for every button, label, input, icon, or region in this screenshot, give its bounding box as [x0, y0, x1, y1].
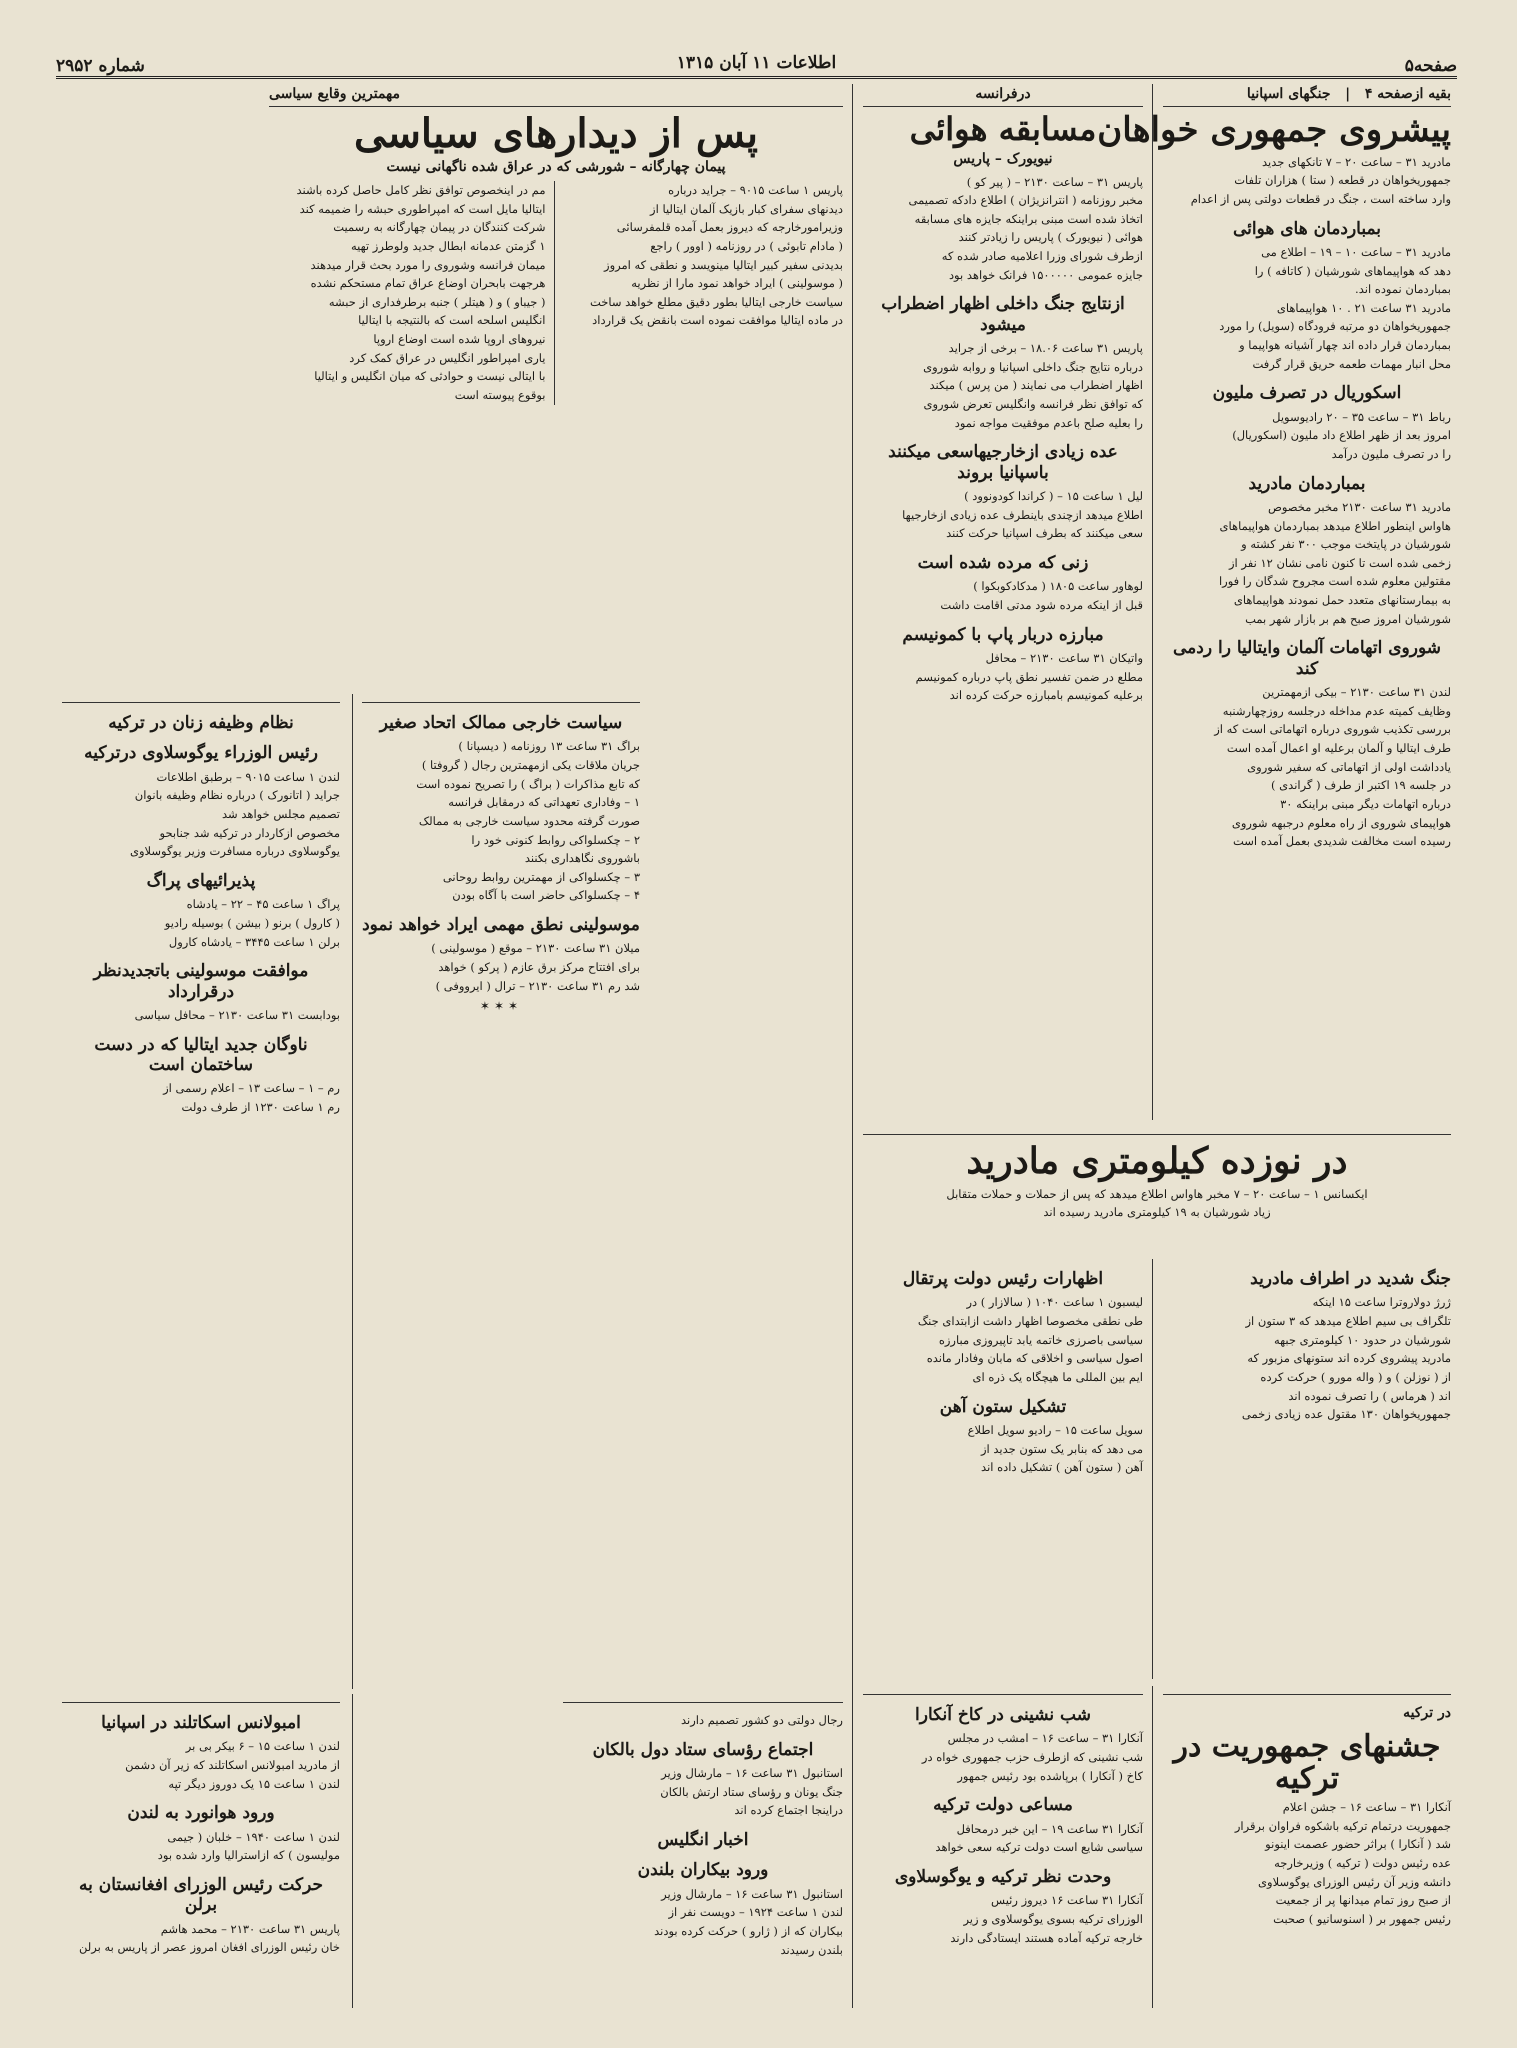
- text-line: محل انبار مهمات طعمه حریق قرار گرفت: [1252, 356, 1451, 371]
- text-line: آنکارا ۳۱ ساعت ۱۹ – این خبر درمحافل: [956, 1821, 1143, 1836]
- subhead-ny-paris: نیویورک – پاریس: [953, 150, 1053, 167]
- text-line: برلن ۱ ساعت ۳۴۴۵ – یادشاه کارول: [168, 934, 340, 949]
- text-line: در ماده ایتالیا موافقت نموده است بانقض یک قرارداد: [592, 313, 843, 328]
- text-line: مخصوص ازکاردار در ترکیه شد جنابحو: [159, 825, 340, 840]
- text-line: وزیرامورخارجه که دیروز بعمل آمده قلمفرسائی: [616, 220, 843, 235]
- text-line: بوقوع پیوسته است: [454, 387, 546, 402]
- text-line: ( مادام تابوئی ) در روزنامه ( اوور ) راجع: [650, 238, 843, 253]
- text-line: شرکت کنندگان در پیمان چهارگانه به رسمیت: [333, 220, 546, 235]
- text-line: اند ( هرماس ) را تصرف نموده اند: [1288, 1388, 1451, 1403]
- subhead-soviet: شوروی اتهامات آلمان وایتالیا را ردمی کند: [1173, 638, 1441, 679]
- text-line: قبل از اینکه مرده شود مدتی اقامت داشت: [940, 597, 1143, 612]
- text-line: برعلیه کمونیسم بامبارزه حرکت کرده اند: [949, 688, 1143, 703]
- text-line: آنکارا ۳۱ – ساعت ۱۶ – جشن اعلام: [1282, 1800, 1451, 1814]
- subhead-unity: وحدت نظر ترکیه و یوگوسلاوی: [894, 1866, 1112, 1887]
- page-label: صفحه۵: [1404, 56, 1457, 76]
- article-body-political-b: [269, 181, 555, 405]
- text-line: بمباردمان قرار داده اند چهار آشیانه هواپیما و: [1239, 338, 1451, 353]
- lede-madrid: [863, 1185, 1451, 1222]
- subhead-foreigners: عده زیادی ازخارجیهاسعی میکنند باسپانیا بروند: [888, 442, 1118, 483]
- text-line: لندن ۱ ساعت ۱۹۲۴ – دویست نفر از: [668, 1905, 843, 1920]
- text-line: طرف ایتالیا و آلمان برعلیه او اعمال آمده است: [1226, 741, 1451, 756]
- column-rule: [1152, 1686, 1153, 2008]
- text-line: خان رئیس الوزرای افغان امروز عصر از پاریس به برلن: [78, 1940, 340, 1955]
- text-line: استانبول ۳۱ ساعت ۱۶ – مارشال وزیر: [661, 1886, 843, 1901]
- text-line: یاری امپراطور انگلیس در عراق کمک کرد: [349, 350, 546, 365]
- section-rule: [62, 1702, 340, 1703]
- text-line: ایم بین المللی ما هیچگاه یک ذره ای: [972, 1369, 1143, 1384]
- text-line: دانشه وزیر آن رئیس الوزرای یوگوسلاوی: [1258, 1874, 1451, 1889]
- article-body-unemployed: [563, 1885, 843, 1960]
- subhead-women-service: نظام وظیفه زنان در ترکیه: [108, 713, 294, 733]
- text-line: ایکسانس ۱ – ساعت ۲۰ – ۷ مخبر هاواس اطلاع میدهد که پس از حملات و حملات متقابل: [946, 1186, 1368, 1201]
- article-body-soviet: [1163, 683, 1451, 851]
- column-portugal: [857, 1259, 1149, 1679]
- text-line: از ( نوزلن ) و ( واله مورو ) حرکت کرده: [1260, 1369, 1451, 1384]
- article-body-political-a: [567, 181, 844, 405]
- text-line: جمهوریت درتمام ترکیه باشکوه فراوان برقرار: [1234, 1818, 1451, 1833]
- ornament-divider: ✶✶✶: [479, 999, 523, 1014]
- text-line: از صبح روز تمام میدانها پر از جمعیت: [1275, 1893, 1451, 1908]
- headline-air-race: مسابقه هوائی: [909, 110, 1097, 148]
- text-line: می دهد که بنابر یک ستون جدید از: [980, 1441, 1143, 1456]
- date-line: اطلاعات ۱۱ آبان ۱۳۱۵: [676, 53, 837, 73]
- subhead-unemployed: ورود بیکاران بلندن: [637, 1860, 769, 1881]
- article-body-balkan-lead: [563, 1711, 843, 1730]
- article-body-bomb-madrid: [1163, 498, 1451, 628]
- text-line: مادرید ۳۱ – ساعت ۲۰ – ۷ تانکهای جدید: [1262, 154, 1451, 169]
- article-body-yugo: [62, 768, 340, 861]
- text-line: ۳ – چکسلواکی از مهمترین روابط روحانی: [442, 869, 640, 884]
- text-line: در جلسه ۱۹ اکتبر از طرف ( گراندی ): [1271, 778, 1451, 793]
- text-line: ازطرف شورای وزرا اعلامیه صادر شده که: [941, 249, 1143, 264]
- article-body-iron: [863, 1421, 1143, 1477]
- text-line: لندن ۱ ساعت ۱۵ – ۶ بیکر بی بر: [185, 1739, 340, 1754]
- column-rule: [352, 694, 353, 1689]
- section-rule: [563, 1702, 843, 1703]
- section-rule: [362, 702, 640, 703]
- text-line: اظهار اضطراب می نمایند ( من پرس ) میکند: [929, 378, 1143, 393]
- text-line: باشوروی نگاهداری بکنند: [524, 851, 640, 866]
- kicker-text-2: جنگهای اسپانیا: [1246, 86, 1331, 102]
- subhead-bombing: بمباردمان های هوائی: [1232, 218, 1382, 239]
- article-body-portugal: [863, 1293, 1143, 1386]
- kicker-political: مهمترین وقایع سیاسی: [269, 84, 843, 107]
- text-line: شورشیان در پایتخت موجب ۳۰۰ نفر کشته و: [1241, 537, 1451, 552]
- kicker-text: بقیه ازصفحه ۴: [1364, 86, 1451, 102]
- issue-number: شماره ۲۹۵۲: [56, 56, 145, 76]
- text-line: آنکارا ۳۱ ساعت ۱۶ دیروز رئیس: [991, 1893, 1143, 1908]
- text-line: درباره اتهامات دیگر مبنی براینکه ۳۰: [1280, 796, 1451, 811]
- text-line: شد رم ۳۱ ساعت ۲۱۳۰ – ترال ( ایرووفی ): [435, 978, 640, 993]
- text-line: نیروهای اروپا شده است اوضاع اروپا: [373, 332, 546, 346]
- text-line: رم ۱ ساعت ۱۲۳۰ از طرف دولت: [181, 1099, 340, 1114]
- article-body-italian-navy: [62, 1079, 340, 1116]
- text-line: یوگوسلاوی درباره مسافرت وزیر یوگوسلاوی: [129, 844, 340, 859]
- text-line: پاریس ۱ ساعت ۹۰۱۵ – جراید درباره: [668, 183, 843, 197]
- text-line: الوزرای ترکیه بسوی یوگوسلاوی و زیر: [963, 1911, 1143, 1926]
- subhead-bomb-madrid: بمباردمان مادرید: [1248, 473, 1366, 494]
- text-line: مادرید پیشروی کرده اند ستونهای مزبور که: [1247, 1351, 1451, 1366]
- article-body-aviator: [62, 1828, 340, 1865]
- article-body-mussolini-speech: [362, 939, 640, 995]
- subhead-civil-war: ازنتایج جنگ داخلی اظهار اضطراب میشود: [881, 294, 1125, 335]
- column-rule: [1152, 1259, 1153, 1679]
- text-line: زیاد شورشیان به ۱۹ کیلومتری مادرید رسیده اند: [1043, 1205, 1271, 1220]
- text-line: ( موسولینی ) ایراد خواهد نمود مارا از نظریه: [631, 276, 843, 291]
- section-rule: [863, 1694, 1143, 1695]
- text-line: را بعلیه صلح باعدم موفقیت مواجه نمود: [954, 415, 1143, 430]
- article-body-escorial: [1163, 408, 1451, 464]
- text-line: دراینجا اجتماع کرده اند: [734, 1803, 843, 1818]
- column-political: [263, 84, 849, 684]
- text-line: رئیس جمهور بر ( اسنوسانیو ) صحبت: [1273, 1911, 1451, 1926]
- subhead-mussolini-treaty: موافقت موسولینی باتجدیدنظر درقرارداد: [93, 961, 309, 1002]
- text-line: عده رئیس دولت ( ترکیه ) وزیرخارجه: [1274, 1855, 1451, 1870]
- text-line: هواپیمای شوروی از راه معلوم درجبهه شوروی: [1231, 815, 1451, 830]
- subhead-iron: تشکیل ستون آهن: [939, 1396, 1067, 1417]
- text-line: که تابع مذاکرات ( براگ ) را تصریح نموده است: [416, 776, 640, 791]
- text-line: ایتالیا مایل است که امپراطوری حبشه را ضمیمه کند: [299, 201, 546, 216]
- column-france: [857, 84, 1149, 1120]
- subhead-england-news: اخبار انگلیس: [657, 1829, 749, 1850]
- text-line: تلگراف بی سیم اطلاع میدهد که ۳ ستون از: [1245, 1314, 1451, 1329]
- text-line: ( جیباو ) و ( هیتلر ) جنبه برطرفداری از حبشه: [328, 294, 546, 309]
- text-line: اصول سیاسی و اخلاقی که مابان وفادار مانده: [926, 1351, 1143, 1366]
- text-line: بیکاران که از ( ژارو ) حرکت کرده بودند: [654, 1923, 843, 1938]
- article-body-foreign-policy: [362, 737, 640, 905]
- subhead-escorial: اسکوریال در تصرف ملیون: [1212, 383, 1402, 404]
- text-line: بررسی تکذیب شوروی درباره اتهاماتی است که از: [1214, 722, 1451, 737]
- text-line: لندن ۱ ساعت ۱۵ یک دوروز دیگر تپه: [168, 1776, 340, 1791]
- text-line: مادرید ۳۱ – ساعت ۱۰ – ۱۹ – اطلاع می: [1261, 244, 1451, 259]
- article-body-vatican: [863, 649, 1143, 705]
- text-line: از مادرید امبولانس اسکاتلند که زیر آن دشمن: [125, 1758, 340, 1773]
- subhead-italian-navy: ناوگان جدید ایتالیا که در دست ساختمان است: [94, 1034, 308, 1075]
- text-line: براگ ۳۱ ساعت ۱۳ روزنامه ( دیسپانا ): [458, 739, 640, 754]
- column-misc-news: [56, 1694, 346, 2008]
- subhead-ankara-party: شب نشینی در کاخ آنکارا: [915, 1705, 1091, 1725]
- headline-political-visits: پس از دیدارهای سیاسی: [354, 110, 758, 157]
- subhead-four-power: پیمان چهارگانه – شورشی که در عراق شده ناگهانی نیست: [386, 159, 726, 175]
- text-line: رباط ۳۱ – ساعت ۳۵ – ۲۰ رادیوسویل: [1272, 409, 1451, 424]
- text-line: که توافق نظر فرانسه وانگلیس تعرض شوروی: [923, 397, 1143, 411]
- political-body-columns: [269, 181, 843, 405]
- text-line: مم در اینخصوص توافق نظر کامل حاصل کرده باشند: [296, 183, 546, 197]
- subhead-fight: جنگ شدید در اطراف مادرید: [1250, 1269, 1451, 1289]
- text-line: جایزه عمومی ۱۵۰۰۰۰۰ فرانک خواهد بود: [948, 267, 1143, 282]
- text-line: انگلیس اسلحه است که بالنتیجه با ایتالیا: [358, 313, 546, 328]
- text-line: لیسبون ۱ ساعت ۱۰۴۰ ( سالازار ) در: [966, 1295, 1143, 1310]
- article-body-prague: [62, 895, 340, 951]
- subhead-woman: زنی که مرده شده است: [917, 552, 1089, 573]
- text-line: سیاست خارجی ایتالیا بطور دقیق مطلع خواهد ساخت: [589, 294, 843, 309]
- text-line: شورشیان در حدود ۱۰ کیلومتری جبهه: [1273, 1332, 1451, 1347]
- column-rule: [352, 1694, 353, 2008]
- text-line: بلندن رسیدند: [780, 1942, 843, 1957]
- text-line: مولیسون ) که ازاسترالیا وارد شده بود: [157, 1848, 340, 1863]
- text-line: واتیکان ۳۱ ساعت ۲۱۳۰ – محافل: [985, 650, 1143, 665]
- text-line: پاریس ۳۱ ساعت ۲۱۳۰ – محمد هاشم: [160, 1921, 340, 1936]
- text-line: سعی میکنند که بطرف اسپانیا حرکت کنند: [946, 526, 1143, 541]
- article-body-balkan: [563, 1764, 843, 1820]
- text-line: هرجهت بابحران اوضاع عراق تمام مستحکم نشده: [310, 276, 546, 291]
- text-line: جریان ملاقات یکی ازمهمترین رجال ( گروفتا ): [421, 758, 640, 773]
- text-line: برای افتتاح مرکز برق عازم ( پرکو ) خواهد: [438, 960, 640, 975]
- text-line: را در تصرف ملیون درآمد: [1331, 446, 1451, 461]
- article-body-foreigners: [863, 487, 1143, 543]
- text-line: اتخاذ شده است مبنی براینکه جایزه های مسابقه: [914, 211, 1143, 226]
- subhead-ambulance: امبولانس اسکاتلند در اسپانیا: [101, 1713, 301, 1733]
- section-rule: [1163, 1694, 1451, 1695]
- text-line: رجال دولتی دو کشور تصمیم دارند: [681, 1713, 843, 1727]
- text-line: آهن ( ستون آهن ) تشکیل داده اند: [981, 1460, 1143, 1475]
- column-rule: [1152, 84, 1153, 1120]
- section-rule: [62, 702, 340, 703]
- article-body-fight: [1163, 1293, 1451, 1423]
- column-fight-madrid: [1157, 1259, 1457, 1679]
- article-body-unity: [863, 1891, 1143, 1947]
- subhead-afghan-pm: حرکت رئیس الوزرای افغانستان به برلن: [79, 1874, 323, 1916]
- text-line: استانبول ۳۱ ساعت ۱۶ – مارشال وزیر: [661, 1766, 843, 1781]
- text-line: مطلع در ضمن تفسیر نطق پاپ درباره کمونیسم: [915, 669, 1143, 684]
- text-line: سویل ساعت ۱۵ – رادیو سویل اطلاع: [967, 1422, 1143, 1437]
- text-line: صورت گرفته محدود سیاست خارجی به ممالک: [418, 813, 640, 828]
- text-line: مادرید ۳۱ ساعت ۲۱ . ۱۰ هواپیماهای: [1276, 300, 1451, 315]
- headline-madrid-19km: در نوزده کیلومتری مادرید: [966, 1140, 1348, 1182]
- text-line: لندن ۱ ساعت ۹۰۱۵ – برطبق اطلاعات: [156, 769, 340, 784]
- text-line: بدیدنی سفیر کبیر ایتالیا مینویسد و نطقی که امروز: [604, 257, 843, 272]
- text-line: وارد ساخته است ، جنگ در قطعات دولتی پس از اعدام: [1190, 191, 1451, 206]
- subhead-turkey-efforts: مساعی دولت ترکیه: [933, 1795, 1073, 1816]
- text-line: هوائی ( نیویورک ) پاریس را زیادتر کنند: [958, 230, 1143, 245]
- article-body-bombing: [1163, 243, 1451, 373]
- text-line: جمهوریخواهان در قطعه ( ستا ) هزاران تلفات: [1234, 173, 1451, 188]
- kicker-france: درفرانسه: [863, 84, 1143, 107]
- text-line: ۱ – وفاداری تعهداتی که درمقابل فرانسه: [448, 795, 640, 810]
- text-line: وظایف کمیته عدم مداخله درجلسه روزچهارشنبه: [1222, 703, 1451, 718]
- text-line: درباره نتایج جنگ داخلی اسپانیا و روابه شوروی: [923, 359, 1143, 374]
- kicker-turkey: در ترکیه: [1403, 1705, 1451, 1721]
- text-line: شب نشینی که ازطرف حزب جمهوری خواه در: [921, 1750, 1143, 1765]
- column-turkey-news: [56, 694, 346, 1689]
- text-line: با ایتالی نیست و حوادثی که میان انگلیس و ایتالیا: [314, 369, 546, 384]
- subhead-vatican: مبارزه دربار پاپ با کمونیسم: [902, 624, 1104, 645]
- text-line: امروز بعد از ظهر اطلاع داد ملیون (اسکوریال): [1232, 428, 1451, 443]
- text-line: سیاسی شایع است دولت ترکیه سعی خواهد: [935, 1840, 1143, 1855]
- text-line: جنگ یونان و رؤسای ستاد ارتش بالکان: [660, 1784, 843, 1799]
- text-line: دهد که هواپیماهای شورشیان ( کاتافه ) را: [1254, 263, 1451, 278]
- article-body-ankara: [863, 1729, 1143, 1785]
- article-body-air-race: [863, 173, 1143, 285]
- text-line: پاریس ۳۱ – ساعت ۲۱۳۰ – ( پیر کو ): [966, 174, 1143, 189]
- text-line: طی نطقی مخصوصا اظهار داشت ازابتدای جنگ: [917, 1314, 1143, 1329]
- text-line: میمان فرانسه وشوروی را مورد بحث قرار میدهند: [310, 257, 546, 272]
- headline-republicans: پیشروی جمهوری خواهان: [1097, 110, 1451, 150]
- text-line: میلان ۳۱ ساعت ۲۱۳۰ – موقع ( موسولینی ): [431, 941, 640, 956]
- article-body-turkey: [1163, 1798, 1451, 1928]
- text-line: لوهاور ساعت ۱۸۰۵ ( مدکادکوبکوا ): [973, 579, 1143, 594]
- text-line: ۲ – چکسلواکی روابط کنونی خود را: [471, 832, 640, 847]
- text-line: لندن ۳۱ ساعت ۲۱۳۰ – بیکی ازمهمترین: [1262, 685, 1451, 700]
- text-line: پراگ ۱ ساعت ۴۵ – ۲۲ – یادشاه: [186, 897, 340, 912]
- headline-turkey-republic: جشنهای جمهوریت در ترکیه: [1173, 1729, 1441, 1796]
- subhead-aviator: ورود هوانورد به لندن: [127, 1803, 275, 1824]
- article-body-ambulance: [62, 1737, 340, 1793]
- text-line: شد ( آنکارا ) براثر حضور عصمت اینونو: [1265, 1837, 1451, 1852]
- subhead-balkan-chiefs: اجتماع رؤسای ستاد دول بالکان: [592, 1739, 814, 1760]
- masthead: [56, 52, 1457, 79]
- text-line: یادداشت اولی از اتهاماتی که سفیر شوروی: [1247, 759, 1451, 774]
- text-line: رم – ۱ – ساعت ۱۳ – اعلام رسمی از: [163, 1081, 340, 1096]
- text-line: بمباردمان نموده اند.: [1355, 282, 1451, 297]
- text-line: کاخ ( آنکارا ) برپاشده بود رئیس جمهور: [957, 1768, 1143, 1783]
- column-little-entente: [356, 694, 646, 1689]
- column-rule: [852, 84, 853, 2008]
- section-rule: [863, 1134, 1451, 1135]
- column-balkan: [557, 1694, 849, 2008]
- subhead-yugo-pm: رئیس الوزراء یوگوسلاوی درترکیه: [84, 743, 318, 764]
- column-ankara: [857, 1686, 1149, 2008]
- text-line: پاریس ۳۱ ساعت ۱۸.۰۶ – برخی از جراید: [948, 341, 1143, 356]
- text-line: تصمیم مجلس خواهد شد: [222, 807, 340, 822]
- article-body-civil-war: [863, 339, 1143, 432]
- text-line: رسیده است مخالفت شدیدی بعمل آمده است: [1232, 834, 1451, 849]
- article-body-mussolini-treaty: [62, 1006, 340, 1025]
- text-line: ژرژ دولاروترا ساعت ۱۵ اینکه: [1312, 1295, 1451, 1310]
- text-line: ۱ گزمتن عدمانه ابطال جدید ولوطرز تهیه: [350, 238, 546, 253]
- text-line: سیاسی باصرزی خاتمه یابد تاپیروزی مبارزه: [938, 1332, 1143, 1347]
- text-line: زخمی شده است تا کنون نامی نشان ۱۲ نفر از: [1229, 555, 1451, 570]
- text-line: مقتولین معلوم شده است مجروح شدگان را فورا: [1218, 574, 1451, 589]
- text-line: ۴ – چکسلواکی حاضر است با آگاه بودن: [452, 888, 640, 903]
- text-line: جمهوریخواهان ۱۳۰ مقتول عده زیادی زخمی: [1241, 1407, 1451, 1422]
- text-line: بودابست ۳۱ ساعت ۲۱۳۰ – محافل سیاسی: [134, 1007, 340, 1022]
- article-body-woman: [863, 577, 1143, 614]
- text-line: به بیمارستانهای متعدد حمل نمودند هواپیماهای: [1233, 593, 1451, 608]
- subhead-prague: پذیرائیهای پراگ: [146, 870, 256, 891]
- kicker-continued: بقیه ازصفحه ۴ | جنگهای اسپانیا: [1163, 84, 1451, 107]
- text-line: شورشیان امروز صبح هم بر بازار شهر بمب: [1245, 611, 1451, 626]
- text-line: اطلاع میدهد ازچندی باینطرف عده زیادی ازخارجیها: [902, 507, 1143, 522]
- text-line: هاواس اینطور اطلاع میدهد بمباردمان هواپیماهای: [1219, 518, 1451, 533]
- section-turkey-celebrations: [1157, 1686, 1457, 2008]
- text-line: ( کارول ) برنو ( بیشن ) بوسیله رادیو: [164, 915, 340, 930]
- columns: [56, 84, 1457, 2008]
- text-line: جمهوریخواهان دو مرتبه فرودگاه (سویل) را مورد: [1219, 319, 1451, 334]
- article-body-afghan-pm: [62, 1920, 340, 1957]
- text-line: مادرید ۳۱ ساعت ۲۱۳۰ مخبر مخصوص: [1267, 499, 1451, 514]
- text-line: لیل ۱ ساعت ۱۵ – ( کراندا کودونوود ): [964, 489, 1143, 504]
- text-line: جراید ( اتانورک ) درباره نظام وظیفه بانوان: [134, 788, 340, 803]
- subhead-mussolini-speech: موسولینی نطق مهمی ایراد خواهد نمود: [362, 915, 640, 936]
- subhead-portugal: اظهارات رئیس دولت پرتقال: [902, 1269, 1104, 1289]
- text-line: دیدنهای سفرای کبار بازیک آلمان ایتالیا از: [650, 201, 843, 216]
- text-line: مخبر روزنامه ( انترانزیژان ) اطلاع دادکه تصمیمی: [908, 193, 1143, 208]
- article-body-turkey-efforts: [863, 1820, 1143, 1857]
- subhead-foreign-policy: سیاست خارجی ممالک اتحاد صغیر: [379, 713, 623, 733]
- text-line: لندن ۱ ساعت ۱۹۴۰ – خلبان ( جیمی: [167, 1829, 340, 1844]
- text-line: خارجه ترکیه آماده هستند ایستادگی دارند: [950, 1930, 1143, 1945]
- text-line: آنکارا ۳۱ – ساعت ۱۶ – امشب در مجلس: [947, 1731, 1143, 1746]
- article-body-spain: [1163, 153, 1451, 209]
